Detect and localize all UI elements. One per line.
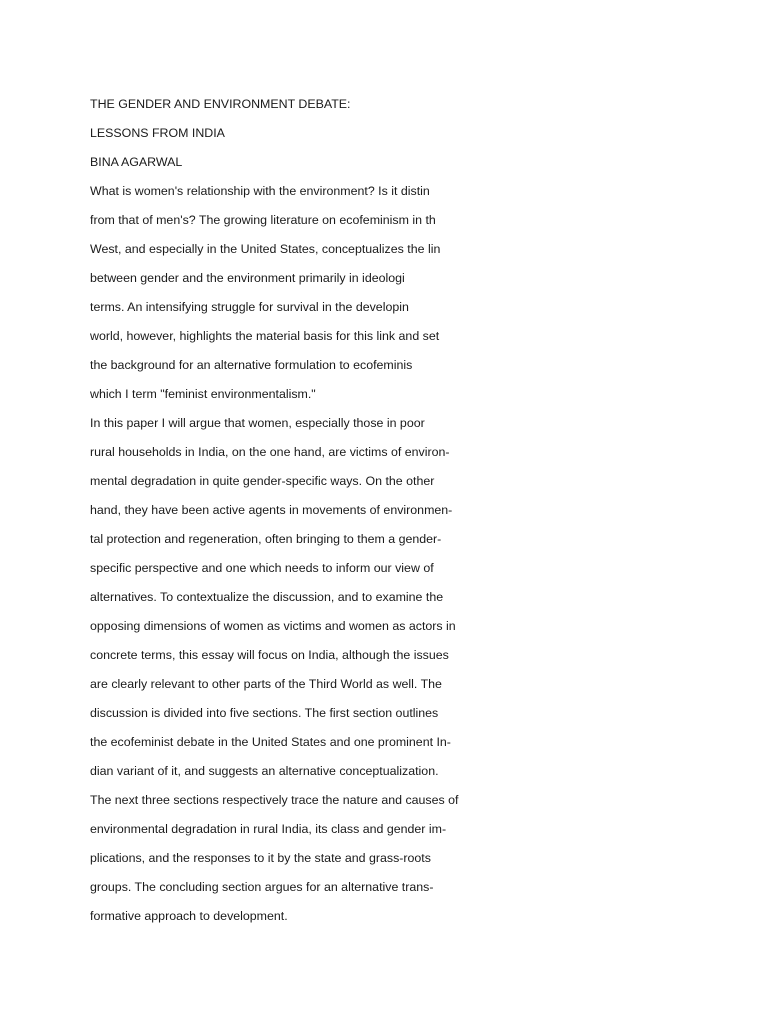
paragraph-2-line: tal protection and regeneration, often bringing to them a gender- <box>90 532 442 546</box>
paragraph-2-line: specific perspective and one which needs to inform our view of <box>90 561 434 575</box>
paragraph-2-line: opposing dimensions of women as victims and women as actors in <box>90 619 456 633</box>
paragraph-2-line: The next three sections respectively trace the nature and causes of <box>90 793 459 807</box>
paragraph-2-line: dian variant of it, and suggests an alternative conceptualization. <box>90 764 439 778</box>
paragraph-1-line: which I term "feminist environmentalism." <box>90 387 316 401</box>
paragraph-2-line: environmental degradation in rural India, its class and gender im- <box>90 822 447 836</box>
paragraph-2-line: groups. The concluding section argues for an alternative trans- <box>90 880 434 894</box>
paragraph-2-line: concrete terms, this essay will focus on India, although the issues <box>90 648 449 662</box>
paragraph-1-line: West, and especially in the United States, conceptualizes the lin <box>90 242 441 256</box>
paragraph-2 <box>90 409 510 931</box>
author-name: BINA AGARWAL <box>90 155 183 169</box>
paragraph-1-line: terms. An intensifying struggle for survival in the developin <box>90 300 409 314</box>
paragraph-2-line: are clearly relevant to other parts of the Third World as well. The <box>90 677 442 691</box>
title-line-1: THE GENDER AND ENVIRONMENT DEBATE: <box>90 97 351 111</box>
paragraph-2-line: mental degradation in quite gender-specific ways. On the other <box>90 474 435 488</box>
paragraph-1-line: between gender and the environment primarily in ideologi <box>90 271 405 285</box>
document-body <box>90 90 510 931</box>
paragraph-2-line: discussion is divided into five sections. The first section outlines <box>90 706 439 720</box>
paragraph-1-line: from that of men's? The growing literature on ecofeminism in th <box>90 213 436 227</box>
paragraph-2-line: the ecofeminist debate in the United States and one prominent In- <box>90 735 451 749</box>
paragraph-2-line: alternatives. To contextualize the discussion, and to examine the <box>90 590 444 604</box>
paragraph-1 <box>90 177 510 409</box>
paragraph-1-line: What is women's relationship with the environment? Is it distin <box>90 184 430 198</box>
title-line-2: LESSONS FROM INDIA <box>90 126 225 140</box>
paragraph-2-line: hand, they have been active agents in movements of environmen- <box>90 503 453 517</box>
paragraph-2-line: rural households in India, on the one hand, are victims of environ- <box>90 445 450 459</box>
paragraph-2-line: formative approach to development. <box>90 909 288 923</box>
paragraph-2-line: plications, and the responses to it by the state and grass-roots <box>90 851 431 865</box>
paragraph-2-line: In this paper I will argue that women, especially those in poor <box>90 416 425 430</box>
paragraph-1-line: world, however, highlights the material basis for this link and set <box>90 329 440 343</box>
paragraph-1-line: the background for an alternative formulation to ecofeminis <box>90 358 413 372</box>
